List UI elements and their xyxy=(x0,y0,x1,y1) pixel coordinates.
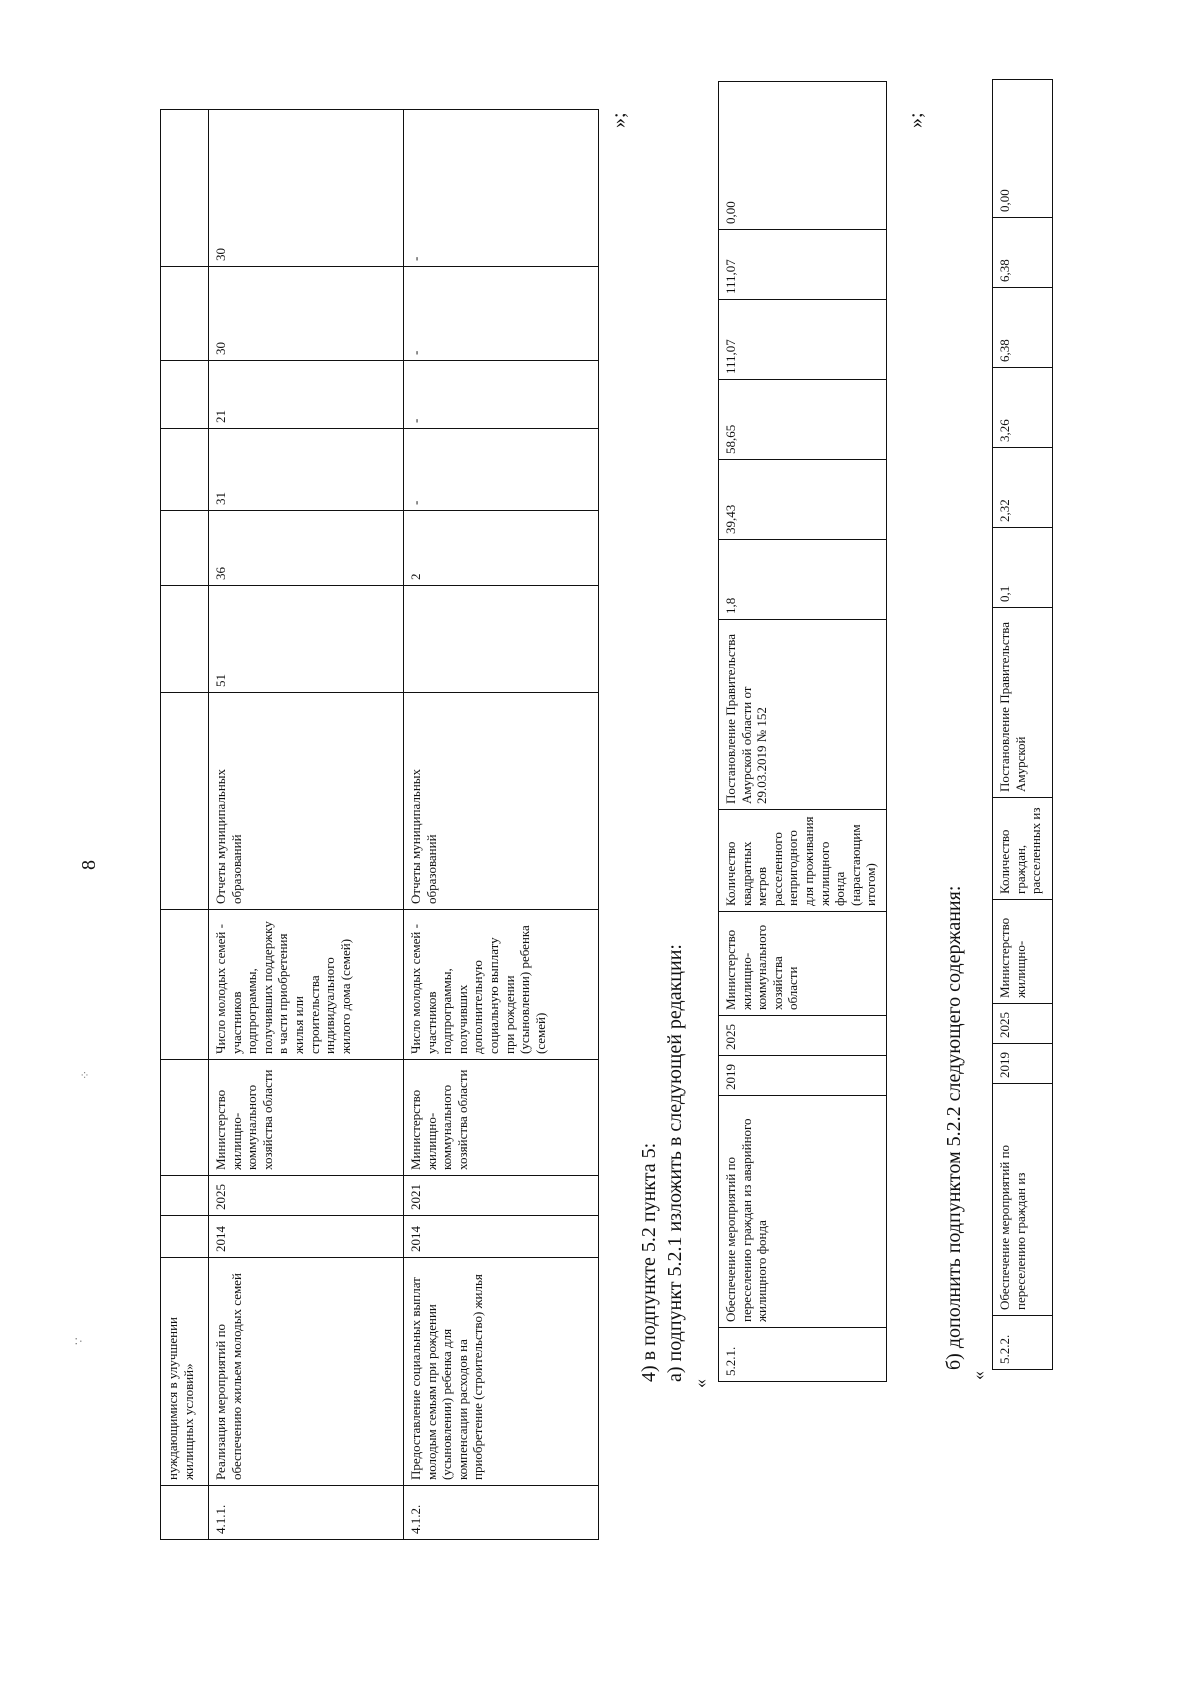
cell-value: - xyxy=(404,110,599,267)
cell-value: 0,00 xyxy=(993,80,1053,218)
cell-end-year: 2025 xyxy=(719,1016,887,1056)
cell-value xyxy=(161,361,209,429)
cell-start-year xyxy=(161,1216,209,1258)
cell-value xyxy=(161,586,209,693)
cell-number: 5.2.2. xyxy=(993,1316,1053,1370)
cell-end-year: 2025 xyxy=(209,1176,404,1216)
table-row xyxy=(209,110,404,1540)
cell-value: - xyxy=(404,429,599,511)
cell-indicator: Число молодых семей - участников подпрограммы, получивших поддержку в части приобретения жилья или строительства индивидуального жилого дома (семей) xyxy=(209,910,404,1060)
cell-start-year: 2014 xyxy=(404,1216,599,1258)
cell-start-year: 2019 xyxy=(719,1056,887,1096)
cell-value: 36 xyxy=(209,511,404,586)
cell-source: Постановление Правительства Амурской области от 29.03.2019 № 152 xyxy=(719,620,887,810)
cell-value: 30 xyxy=(209,267,404,361)
cell-source: Постановление Правительства Амурской xyxy=(993,608,1053,798)
subclause-a-heading: а) подпункт 5.2.1 изложить в следующей редакции: xyxy=(664,944,686,1382)
cell-source xyxy=(161,693,209,910)
cell-value: - xyxy=(404,267,599,361)
cell-name: Реализация мероприятий по обеспечению жильем молодых семей xyxy=(209,1258,404,1486)
cell-number xyxy=(161,1486,209,1540)
cell-name: Обеспечение мероприятий по переселению граждан из xyxy=(993,1084,1053,1316)
cell-name: Предоставление социальных выплат молодым семьям при рождении (усыновлении) ребенка для компенсации расходов на приобретение (строительство) жилья xyxy=(404,1258,599,1486)
cell-start-year: 2014 xyxy=(209,1216,404,1258)
cell-number: 4.1.2. xyxy=(404,1486,599,1540)
cell-name: Обеспечение мероприятий по переселению граждан из аварийного жилищного фонда xyxy=(719,1096,887,1328)
cell-end-year: 2021 xyxy=(404,1176,599,1216)
cell-value: 31 xyxy=(209,429,404,511)
subclause-b-heading: б) дополнить подпунктом 5.2.2 следующего содержания: xyxy=(943,885,965,1370)
table-row xyxy=(719,82,887,1382)
cell-value: 21 xyxy=(209,361,404,429)
table-row xyxy=(993,80,1053,1370)
cell-source: Отчеты муниципальных образований xyxy=(209,693,404,910)
cell-indicator: Количество граждан, расселенных из xyxy=(993,798,1053,900)
cell-value xyxy=(404,586,599,693)
closing-quote-semicolon: »; xyxy=(905,112,927,128)
cell-value: 6,38 xyxy=(993,288,1053,368)
table-subprogram-4 xyxy=(160,109,599,1540)
page-number: 8 xyxy=(78,860,100,870)
cell-value: 3,26 xyxy=(993,368,1053,448)
cell-value: 58,65 xyxy=(719,380,887,460)
cell-name: нуждающимися в улучшении жилищных условий» xyxy=(161,1258,209,1486)
cell-value: 39,43 xyxy=(719,460,887,540)
table-row xyxy=(404,110,599,1540)
cell-executor: Министерство жилищно-коммунального хозяйства области xyxy=(404,1060,599,1176)
cell-end-year: 2025 xyxy=(993,1004,1053,1044)
cell-executor: Министерство жилищно- xyxy=(993,900,1053,1004)
table-row xyxy=(161,110,209,1540)
opening-quote: « xyxy=(968,1371,988,1380)
cell-executor: Министерство жилищно-коммунального хозяйства области xyxy=(719,912,887,1016)
cell-value: 111,07 xyxy=(719,300,887,380)
cell-value xyxy=(161,267,209,361)
scan-speck: ∵ xyxy=(72,1337,86,1345)
cell-value: 6,38 xyxy=(993,218,1053,288)
opening-quote: « xyxy=(690,1379,710,1388)
cell-value: - xyxy=(404,361,599,429)
cell-indicator: Число молодых семей - участников подпрограммы, получивших дополнительную социальную выплату при рождении (усыновлении) ребенка (семей) xyxy=(404,910,599,1060)
cell-start-year: 2019 xyxy=(993,1044,1053,1084)
cell-indicator: Количество квадратных метров расселенного непригодного для проживания жилищного фонда (нарастающим итогом) xyxy=(719,810,887,912)
clause-4-heading: 4) в подпункте 5.2 пункта 5: xyxy=(638,1142,660,1382)
cell-end-year xyxy=(161,1176,209,1216)
cell-indicator xyxy=(161,910,209,1060)
cell-value: 30 xyxy=(209,110,404,267)
cell-value: 2,32 xyxy=(993,448,1053,528)
cell-value: 2 xyxy=(404,511,599,586)
cell-value xyxy=(161,429,209,511)
cell-value: 1,8 xyxy=(719,540,887,620)
cell-executor xyxy=(161,1060,209,1176)
cell-value: 111,07 xyxy=(719,230,887,300)
cell-number: 4.1.1. xyxy=(209,1486,404,1540)
cell-number: 5.2.1. xyxy=(719,1328,887,1382)
cell-value: 0,00 xyxy=(719,82,887,230)
scan-speck: ⁘ xyxy=(78,1069,92,1080)
cell-value: 51 xyxy=(209,586,404,693)
cell-value xyxy=(161,110,209,267)
cell-executor: Министерство жилищно-коммунального хозяйства области xyxy=(209,1060,404,1176)
cell-source: Отчеты муниципальных образований xyxy=(404,693,599,910)
table-5-2-1 xyxy=(718,81,887,1382)
cell-value: 0,1 xyxy=(993,528,1053,608)
closing-quote-semicolon: »; xyxy=(608,112,630,128)
cell-value xyxy=(161,511,209,586)
table-5-2-2 xyxy=(992,79,1053,1370)
